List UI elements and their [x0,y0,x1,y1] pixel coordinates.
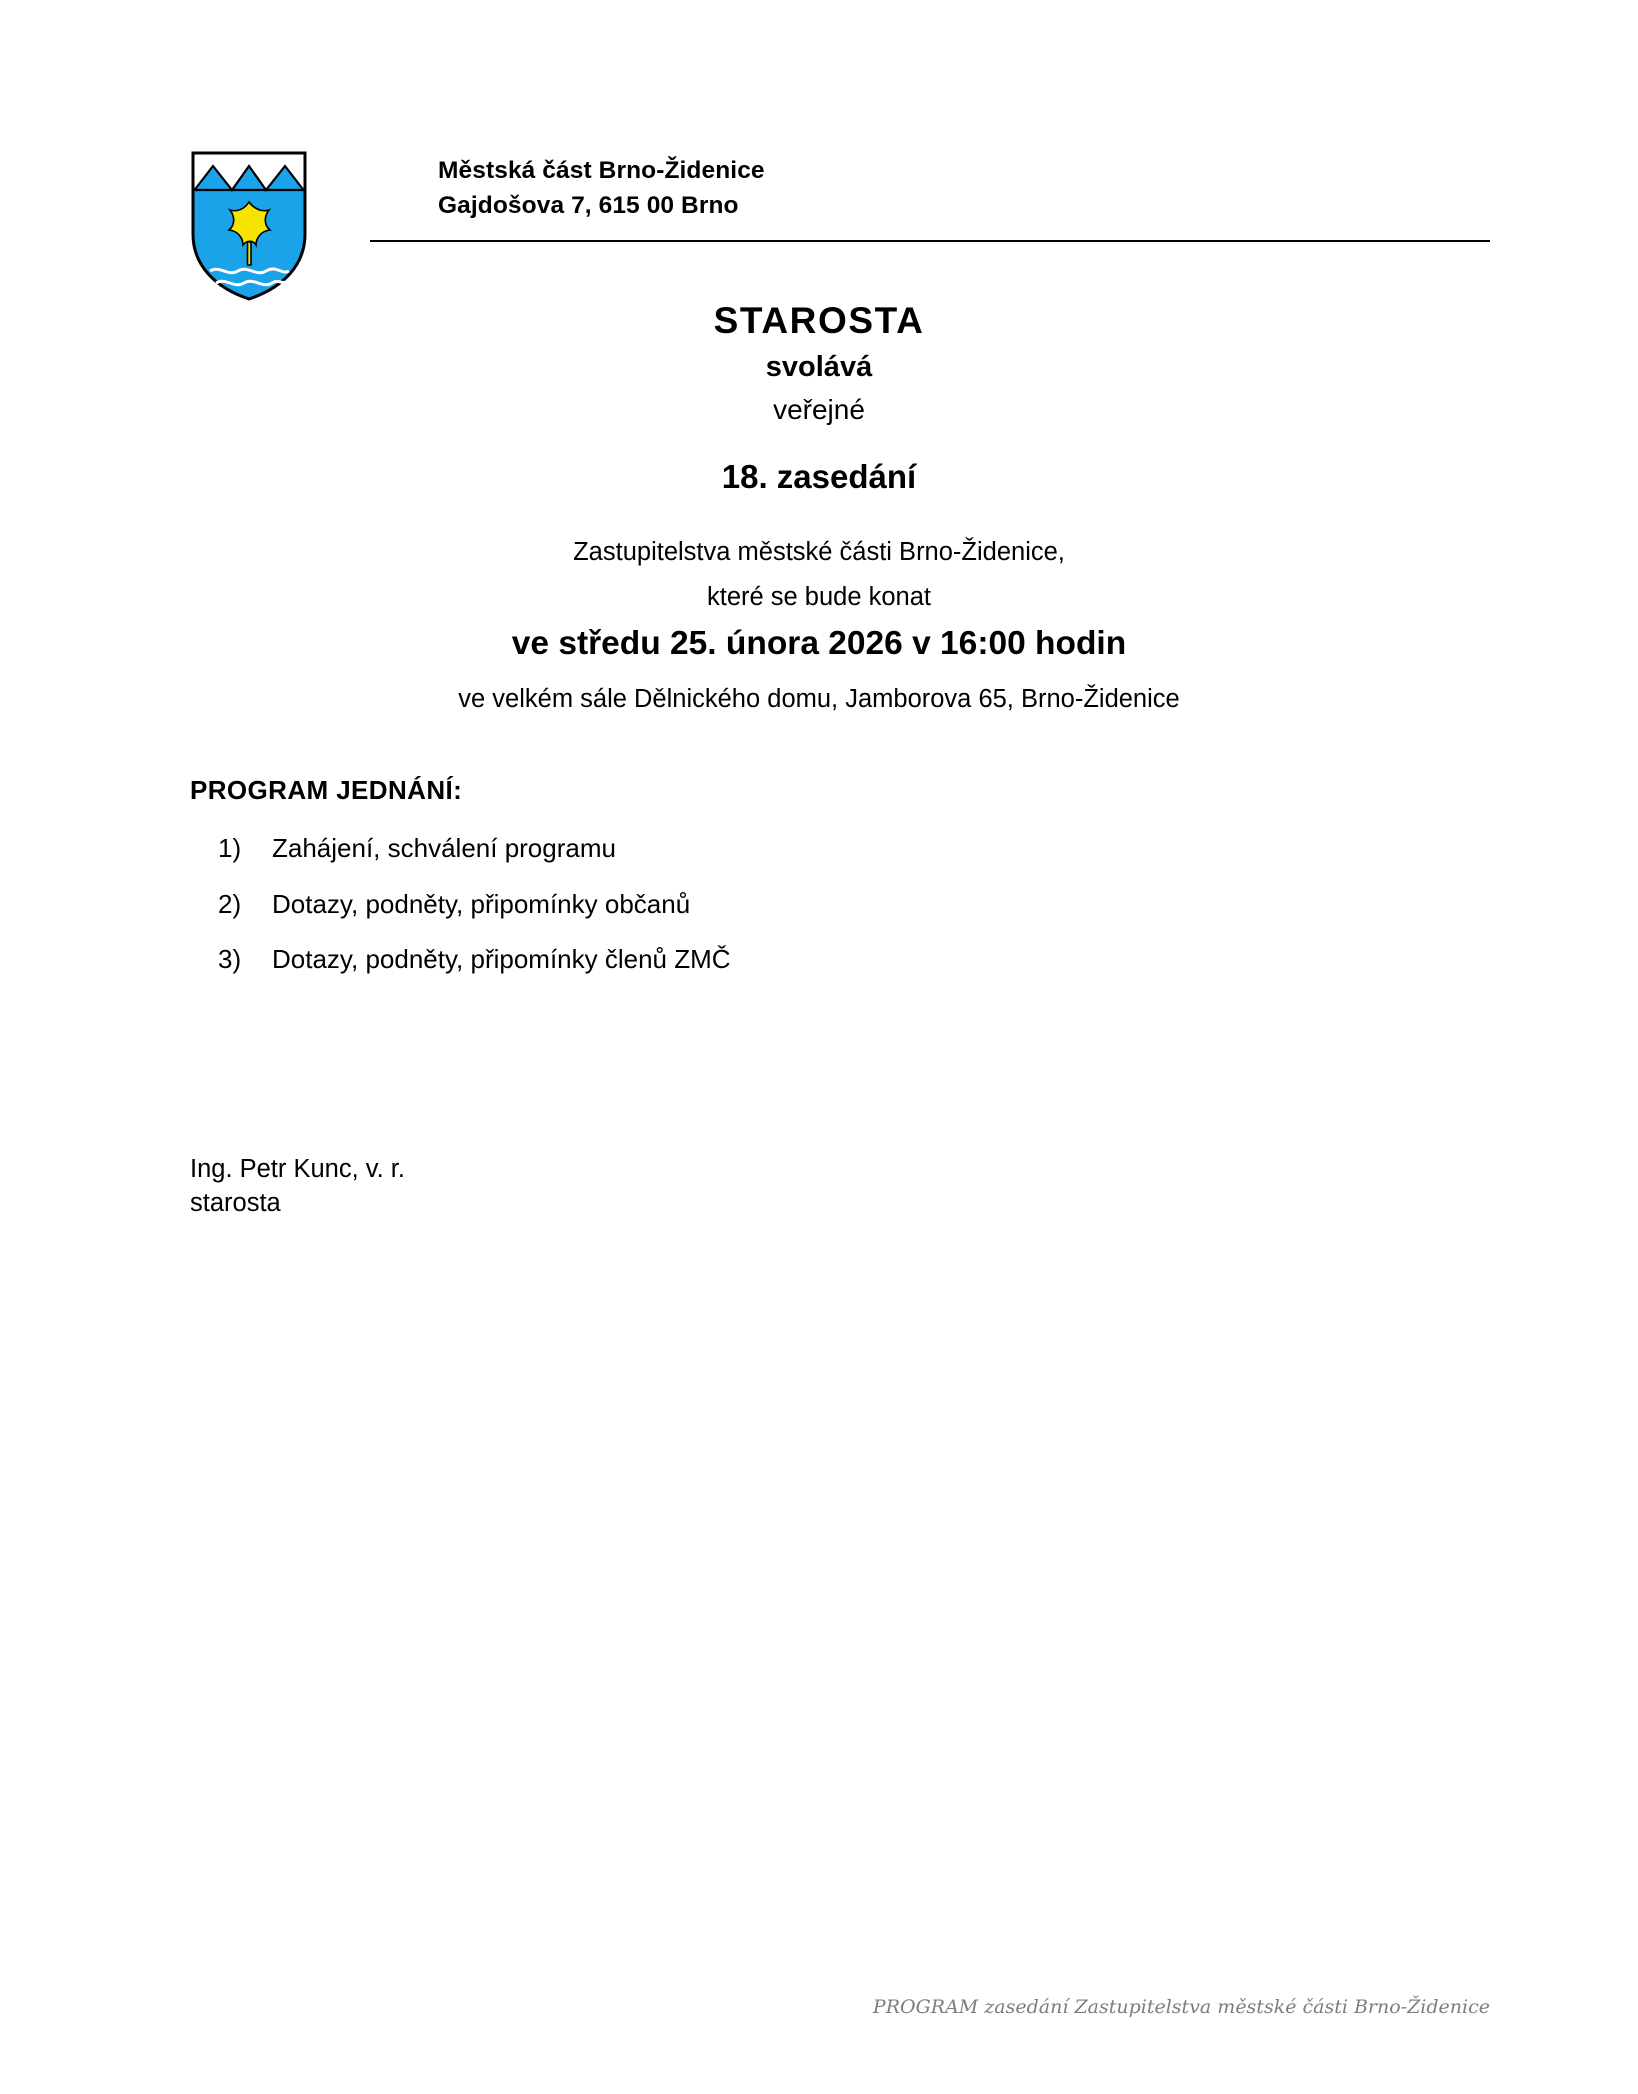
agenda-item-text: Dotazy, podněty, připomínky občanů [272,888,691,919]
agenda-item-number: 1) [218,833,242,863]
municipality-street: Gajdošova 7, 615 00 Brno [438,191,739,219]
council-name: Zastupitelstva městské části Brno-Židenice, [573,538,1065,566]
municipality-name: Městská část Brno-Židenice [438,157,765,184]
agenda-item-text: Zahájení, schválení programu [272,833,616,863]
document-header [190,140,1490,300]
session-number: 18. zasedání [721,458,917,495]
program-title: PROGRAM JEDNÁNÍ: [190,775,463,805]
list-item [218,888,1318,921]
signature-block [190,1152,405,1221]
municipality-address [438,154,765,224]
which-will-be-held: které se bude konat [707,583,931,611]
list-item [218,832,1318,865]
list-item [218,943,1318,976]
convenes-text: svolává [765,351,873,383]
session-location: ve velkém sále Dělnického domu, Jamborova 65, Brno-Židenice [458,685,1180,713]
signatory-name: Ing. Petr Kunc, v. r. [190,1155,405,1183]
mayor-heading: STAROSTA [713,300,925,341]
signatory-title: starosta [190,1189,281,1218]
agenda-list [218,832,1318,999]
agenda-item-number: 3) [218,944,242,974]
agenda-item-number: 2) [218,888,242,919]
coat-of-arms-icon [190,150,308,302]
public-text: veřejné [773,394,865,425]
session-datetime: ve středu 25. února 2026 v 16:00 hodin [511,625,1127,662]
header-divider [370,240,1490,242]
agenda-item-text: Dotazy, podněty, připomínky členů ZMČ [272,944,731,974]
document-footer: PROGRAM zasedání Zastupitelstva městské části Brno-Židenice [872,1996,1490,2018]
